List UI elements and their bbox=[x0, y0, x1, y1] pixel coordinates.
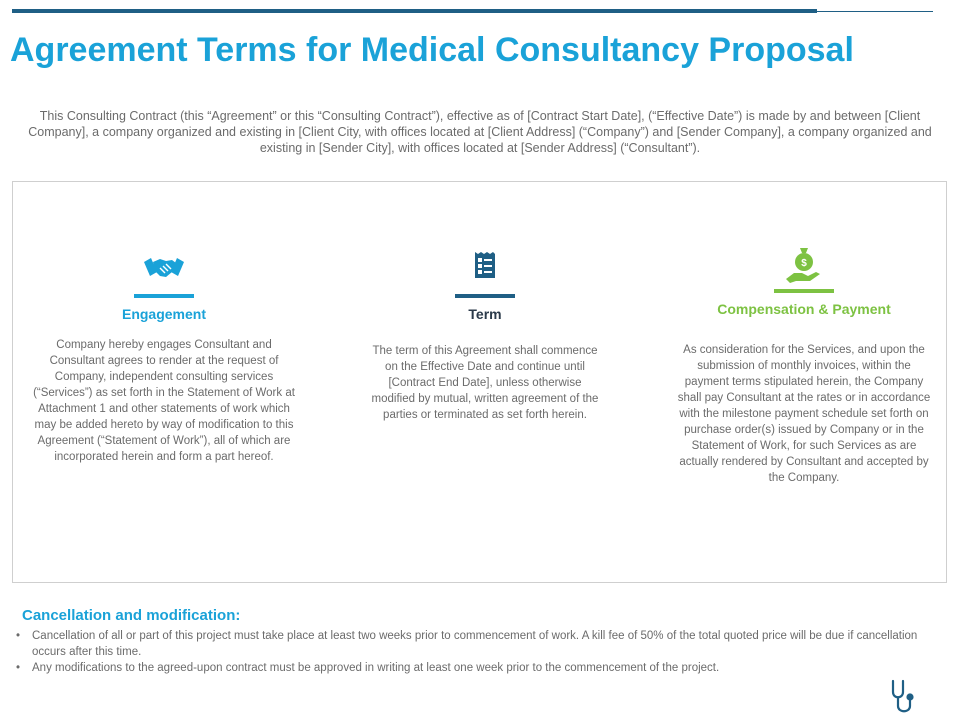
compensation-heading: Compensation & Payment bbox=[717, 301, 891, 317]
page-title: Agreement Terms for Medical Consultancy Proposal bbox=[10, 31, 854, 69]
money-bag-hand-icon bbox=[782, 245, 826, 285]
cancellation-heading: Cancellation and modification: bbox=[22, 607, 241, 624]
handshake-icon bbox=[142, 248, 186, 288]
engagement-heading: Engagement bbox=[121, 306, 206, 322]
document-list-icon bbox=[463, 248, 507, 288]
term-accent-bar bbox=[455, 294, 515, 298]
list-item: • Cancellation of all or part of this project must take place at least two weeks prior to commencement of work. A kill fee of 50% of the total quoted price will be due if cancellation occurs after this time. bbox=[14, 628, 934, 660]
svg-text:$: $ bbox=[801, 258, 807, 269]
compensation-text: As consideration for the Services, and upon the submission of monthly invoices, within the payment terms stipulated herein, the Company shall pay Consultant at the rates or in accordance with the milestone payment schedule set forth on purchase order(s) issued by Company or in the Statement of Work, for such Services as are actually rendered by Consultant and accepted by the Company. bbox=[677, 344, 931, 484]
top-rule-thick bbox=[12, 9, 817, 13]
term-heading: Term bbox=[468, 306, 502, 322]
intro-paragraph: This Consulting Contract (this “Agreement” or this “Consulting Contract”), effective as of [Contract Start Date], (“Effective Date”) is made by and between [Client Company], a company organized and existing in [Client City, with offices located at [Client Address] (“Company”) and [Sender Company], a company organized and existing in [Sender City], with offices located at [Sender Address] (“Consultant”). bbox=[28, 109, 932, 155]
engagement-accent-bar bbox=[134, 294, 194, 298]
stethoscope-icon bbox=[888, 678, 922, 716]
compensation-accent-bar bbox=[774, 289, 834, 293]
list-item: • Any modifications to the agreed-upon contract must be approved in writing at least one week prior to the commencement of the project. bbox=[14, 660, 934, 676]
cancellation-list bbox=[14, 628, 934, 676]
top-rule-thin bbox=[817, 11, 933, 12]
engagement-text: Company hereby engages Consultant and Consultant agrees to render at the request of Company, independent consulting services (“Services”) as set forth in the Statement of Work at Attachment 1 and other statements of work which may be added hereto by way of modification to this Agreement (“Statement of Work”), all of which are incorporated herein and form a part hereof. bbox=[33, 339, 295, 463]
term-text: The term of this Agreement shall commence on the Effective Date and continue until [Contract End Date], unless otherwise modified by mutual, written agreement of the parties or terminated as set forth herein. bbox=[371, 345, 599, 421]
